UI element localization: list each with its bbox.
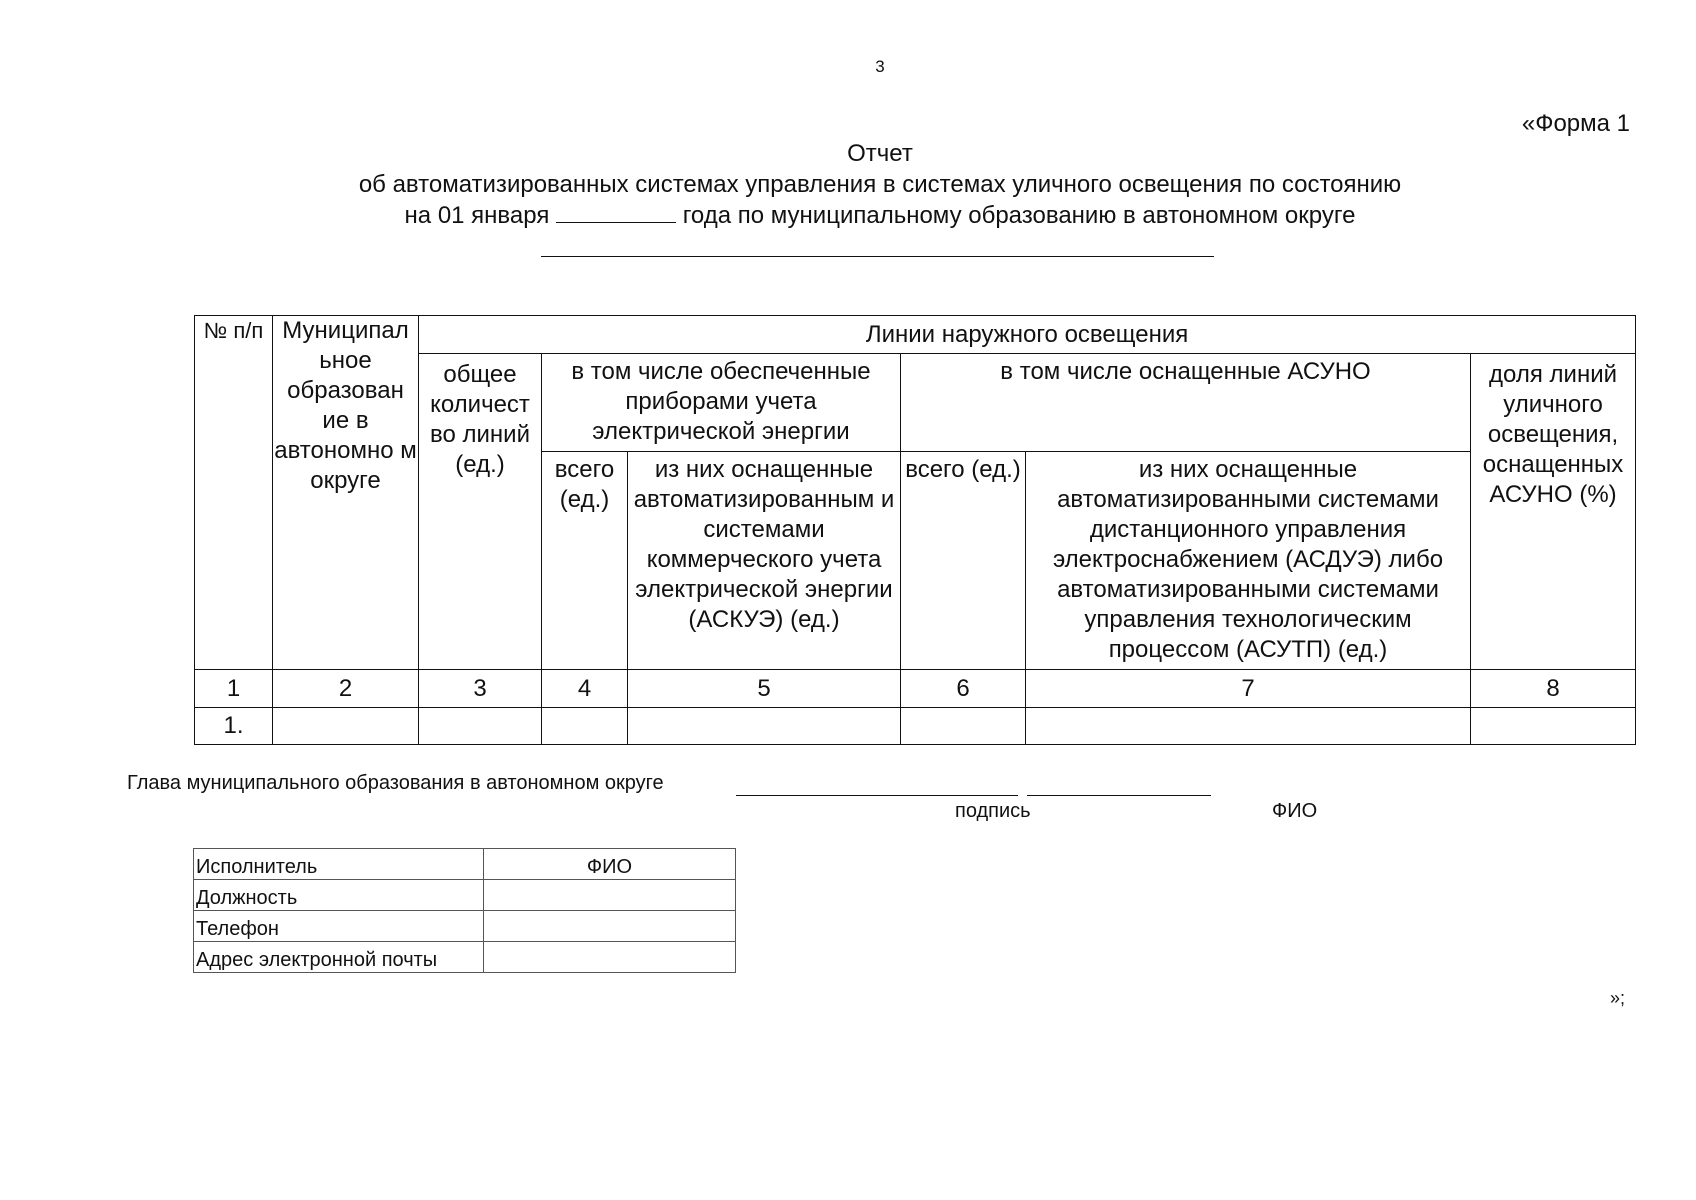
title-line-2: об автоматизированных системах управления в системах уличного освещения по состоянию xyxy=(358,171,1402,198)
executor-row xyxy=(194,911,736,942)
column-number-8: 8 xyxy=(1471,670,1636,708)
table-cell[interactable] xyxy=(1026,708,1471,745)
table-cell[interactable] xyxy=(273,708,419,745)
column-number-5: 5 xyxy=(628,670,901,708)
email-label: Адрес электронной почты xyxy=(194,942,484,973)
phone-label: Телефон xyxy=(194,911,484,942)
header-lines-group: Линии наружного освещения xyxy=(419,316,1636,354)
head-signature-label: Глава муниципального образования в автономном округе xyxy=(127,772,664,794)
executor-row xyxy=(194,880,736,911)
table-cell[interactable] xyxy=(542,708,628,745)
column-number-7: 7 xyxy=(1026,670,1471,708)
header-asuno-group: в том числе оснащенные АСУНО xyxy=(901,354,1471,452)
row-number: 1. xyxy=(195,708,273,745)
signature-blank-field[interactable] xyxy=(736,795,1018,796)
title-line-1: Отчет xyxy=(847,140,913,167)
column-number-6: 6 xyxy=(901,670,1026,708)
executor-value[interactable]: ФИО xyxy=(484,849,736,880)
fio-caption: ФИО xyxy=(1272,800,1318,822)
executor-row xyxy=(194,942,736,973)
title-line-3 xyxy=(0,200,1696,231)
executor-table xyxy=(193,848,736,973)
header-asuno-asdue: из них оснащенные автоматизированными системами дистанционного управления электроснабжением (АСДУЭ) либо автоматизированными системами управления технологическим процессом (АСУТП) (ед.) xyxy=(1026,452,1471,670)
table-row xyxy=(195,708,1636,745)
position-value[interactable] xyxy=(484,880,736,911)
header-asuno-total: всего (ед.) xyxy=(901,452,1026,670)
page-number: 3 xyxy=(875,57,885,76)
header-metering-askue: из них оснащенные автоматизированным и системами коммерческого учета электрической энергии (АСКУЭ) (ед.) xyxy=(628,452,901,670)
report-title xyxy=(0,138,1696,231)
column-number-2: 2 xyxy=(273,670,419,708)
header-municipality: Муниципал ьное образован ие в автономно м округе xyxy=(273,316,419,670)
report-table xyxy=(194,315,1636,745)
header-share: доля линий уличного освещения, оснащенных АСУНО (%) xyxy=(1471,354,1636,670)
table-cell[interactable] xyxy=(1471,708,1636,745)
year-blank-field[interactable] xyxy=(556,202,676,223)
form-label: «Форма 1 xyxy=(1521,110,1630,137)
signature-caption: подпись xyxy=(955,800,1031,822)
municipality-blank-line[interactable] xyxy=(541,256,1214,257)
closing-quote-mark: »; xyxy=(1610,988,1626,1008)
column-number-4: 4 xyxy=(542,670,628,708)
table-cell[interactable] xyxy=(901,708,1026,745)
header-metering-group: в том числе обеспеченные приборами учета электрической энергии xyxy=(542,354,901,452)
title-line-3-start: на 01 января xyxy=(404,202,550,229)
header-metering-total: всего (ед.) xyxy=(542,452,628,670)
column-number-3: 3 xyxy=(419,670,542,708)
executor-label: Исполнитель xyxy=(194,849,484,880)
phone-value[interactable] xyxy=(484,911,736,942)
executor-row xyxy=(194,849,736,880)
email-value[interactable] xyxy=(484,942,736,973)
column-number-1: 1 xyxy=(195,670,273,708)
table-cell[interactable] xyxy=(419,708,542,745)
table-cell[interactable] xyxy=(628,708,901,745)
fio-blank-field[interactable] xyxy=(1027,795,1211,796)
header-num: № п/п xyxy=(195,316,273,670)
header-total-count: общее количест во линий (ед.) xyxy=(419,354,542,670)
title-line-3-end: года по муниципальному образованию в автономном округе xyxy=(682,202,1356,229)
position-label: Должность xyxy=(194,880,484,911)
